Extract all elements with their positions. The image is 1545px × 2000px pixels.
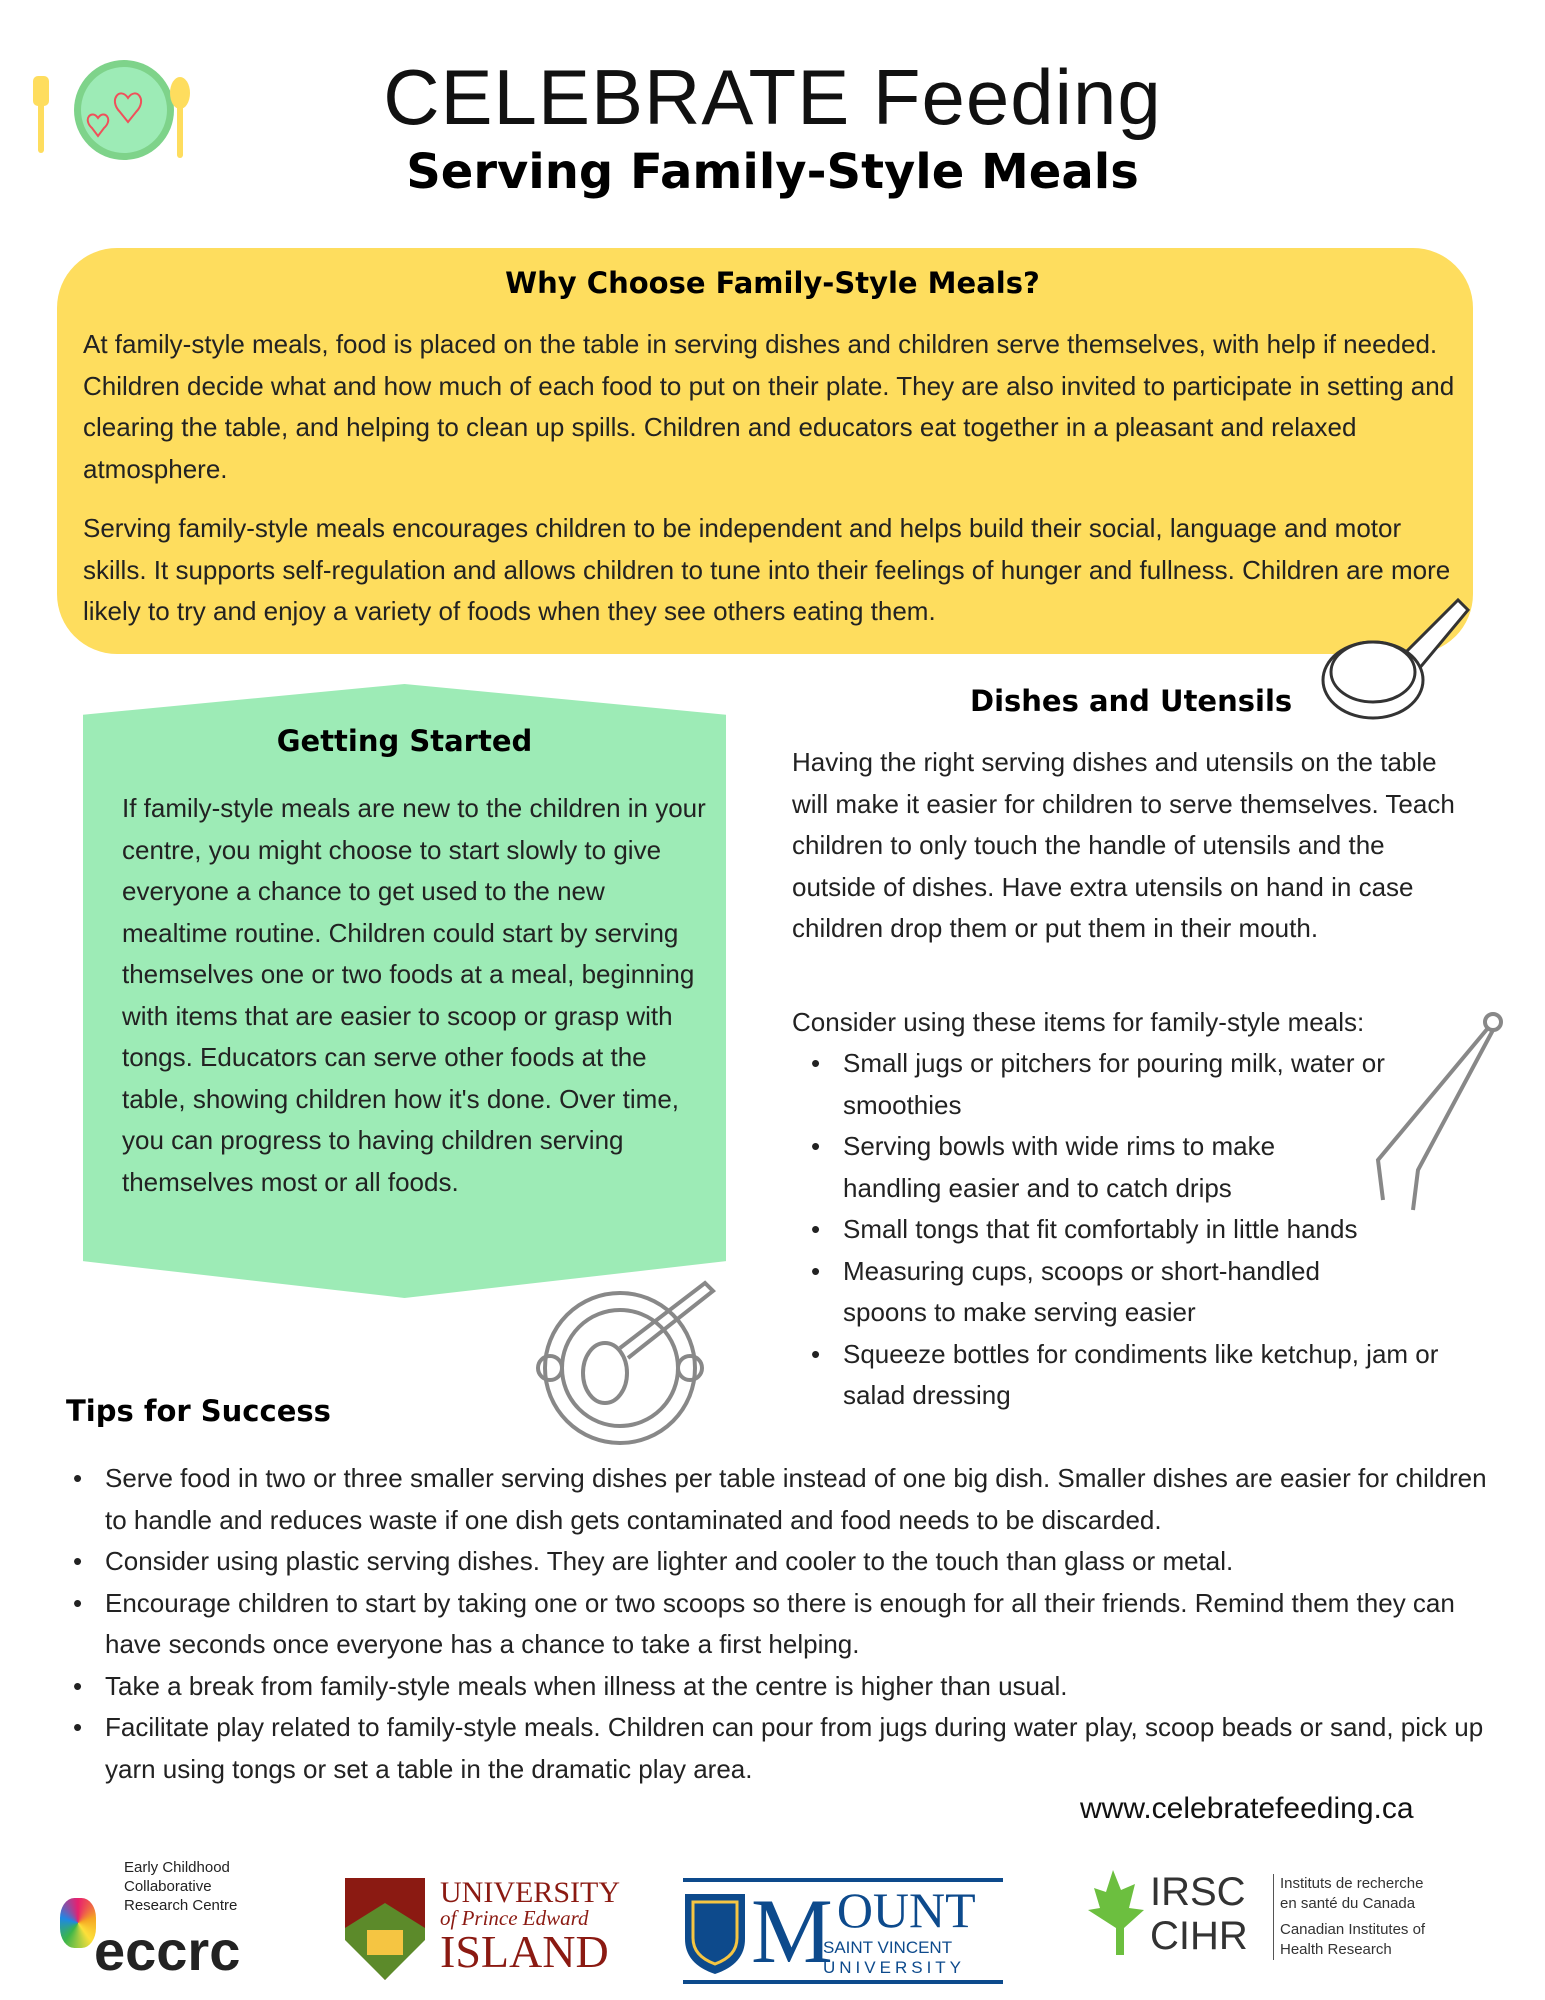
list-item: • Serving bowls with wide rims to make handling easier and to catch drips xyxy=(843,1126,1363,1209)
list-item: • Encourage children to start by taking one or two scoops so there is enough for all their friends. Remind them they can have seconds once everyone has a chance to take a first helping. xyxy=(105,1583,1505,1666)
eccrc-line2: Collaborative xyxy=(124,1878,212,1895)
list-item: • Measuring cups, scoops or short-handled spoons to make serving easier xyxy=(843,1251,1403,1334)
msvu-logo xyxy=(683,1878,1003,1984)
bowl-spoon-icon xyxy=(520,1268,730,1453)
dishes-list xyxy=(843,1043,1443,1417)
msvu-line2: SAINT VINCENT xyxy=(823,1938,953,1957)
upei-line3: ISLAND xyxy=(440,1926,609,1977)
list-item: • Facilitate play related to family-style meals. Children can pour from jugs during water play, scoop beads or sand, pick up yarn using tongs or set a table in the dramatic play area. xyxy=(105,1707,1505,1790)
cihr-en1: Canadian Institutes of xyxy=(1280,1921,1426,1938)
msvu-mount: MOUNT xyxy=(751,1880,976,1982)
cihr-en2: Health Research xyxy=(1280,1941,1392,1958)
why-heading: Why Choose Family-Style Meals? xyxy=(505,266,1040,300)
why-paragraph-1: At family-style meals, food is placed on the table in serving dishes and children serve themselves, with help if needed. Children decide what and how much of each food to put on their plate. They are also invited to participate in setting and clearing the table, and helping to clean up spills. Children and educators eat together in a pleasant and relaxed atmosphere. xyxy=(83,329,1455,484)
cihr-fr1: Instituts de recherche xyxy=(1280,1875,1424,1892)
list-item: • Small jugs or pitchers for pouring milk, water or smoothies xyxy=(843,1043,1433,1126)
irsc-text: IRSC xyxy=(1150,1870,1246,1914)
page-subtitle: Serving Family-Style Meals xyxy=(406,144,1139,200)
tips-list xyxy=(105,1458,1505,1790)
dishes-intro: Consider using these items for family-style meals: xyxy=(792,1007,1365,1037)
cihr-logo xyxy=(1078,1870,1458,1960)
tongs-icon xyxy=(1358,1010,1508,1220)
eccrc-logo xyxy=(56,1858,286,1982)
getting-started-text: If family-style meals are new to the children in your centre, you might choose to start slowly to give everyone a chance to get used to the new mealtime routine. Children could start by serving themselves one or two foods at a meal, beginning with items that are easier to scoop or grasp with tongs. Educators can serve other foods at the table, showing children how it's done. Over time, you can progress to having children serving themselves most or all foods. xyxy=(122,793,706,1197)
list-item: • Serve food in two or three smaller serving dishes per table instead of one big dish. Smaller dishes are easier for children to handle and reduces waste if one dish gets contaminated and food needs to be discarded. xyxy=(105,1458,1505,1541)
list-item: • Squeeze bottles for condiments like ketchup, jam or salad dressing xyxy=(843,1334,1443,1417)
why-paragraph-2: Serving family-style meals encourages children to be independent and helps build their social, language and motor skills. It supports self-regulation and allows children to tune into their feelings of hunger and fullness. Children are more likely to try and enjoy a variety of foods when they see others eating them. xyxy=(83,513,1451,626)
msvu-line3: UNIVERSITY xyxy=(823,1958,966,1977)
eccrc-line1: Early Childhood xyxy=(124,1859,230,1876)
tips-heading: Tips for Success xyxy=(66,1394,331,1428)
eccrc-wordmark: eccrc xyxy=(94,1919,241,1982)
upei-crest-icon xyxy=(345,1878,425,1980)
getting-started-heading: Getting Started xyxy=(276,724,533,758)
website-link[interactable]: www.celebratefeeding.ca xyxy=(1080,1792,1414,1825)
page-title: CELEBRATE Feeding xyxy=(383,53,1162,141)
maple-leaf-icon xyxy=(1078,1870,1148,1955)
upei-line1: UNIVERSITY xyxy=(440,1876,620,1909)
msvu-crest-icon xyxy=(685,1894,745,1974)
upei-logo xyxy=(345,1876,620,1978)
list-item: • Small tongs that fit comfortably in little hands xyxy=(843,1209,1463,1251)
eccrc-mark-icon xyxy=(60,1898,96,1948)
upei-line2: of Prince Edward xyxy=(440,1906,589,1930)
list-item: • Take a break from family-style meals when illness at the centre is higher than usual. xyxy=(105,1666,1505,1708)
measuring-cup-icon xyxy=(1318,590,1478,745)
dishes-heading: Dishes and Utensils xyxy=(970,684,1293,718)
dishes-text: Having the right serving dishes and utensils on the table will make it easier for children to serve themselves. Teach children to only touch the handle of utensils and the outside of dishes. Have extra utensils on hand in case children drop them or put them in their mouth. xyxy=(792,747,1455,943)
list-item: • Consider using plastic serving dishes. They are lighter and cooler to the touch than glass or metal. xyxy=(105,1541,1505,1583)
cihr-fr2: en santé du Canada xyxy=(1280,1895,1416,1912)
cihr-text: CIHR xyxy=(1150,1914,1248,1958)
eccrc-line3: Research Centre xyxy=(124,1897,238,1914)
